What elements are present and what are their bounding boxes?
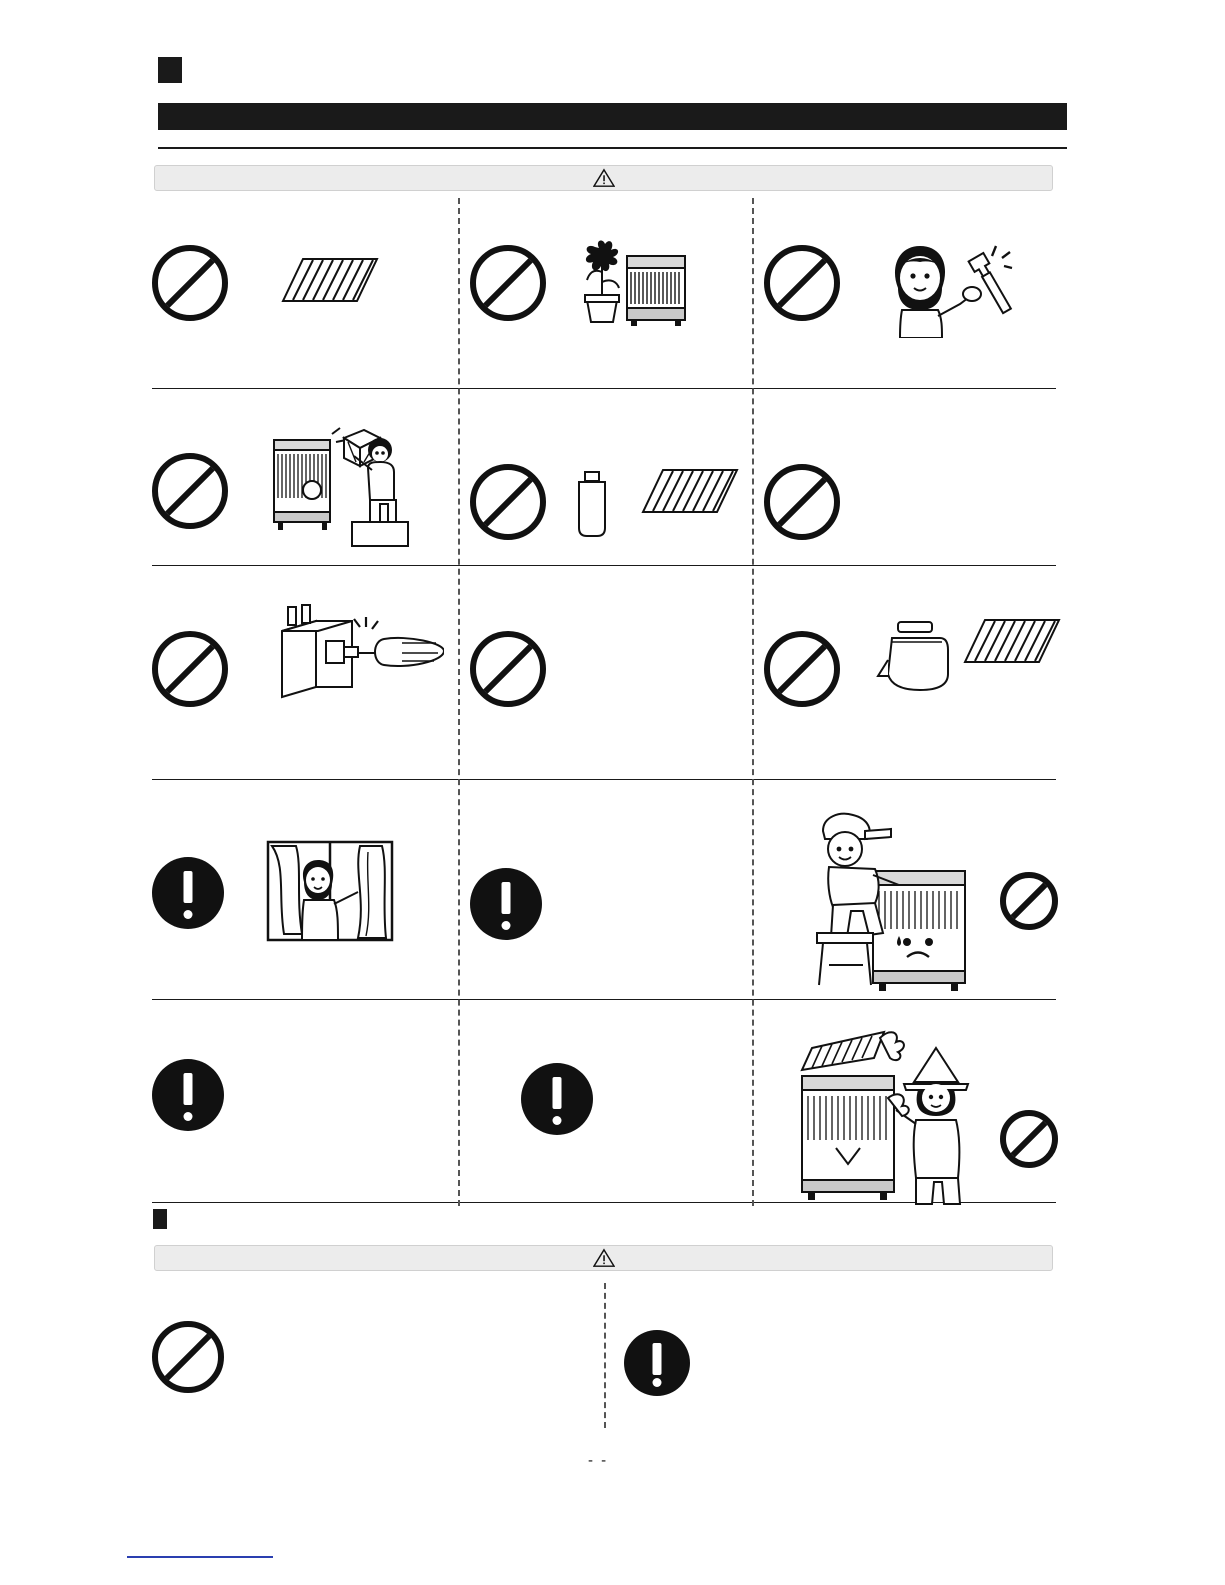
prohibition-icon-r5c4: [1000, 1110, 1058, 1168]
caution-column-divider: [604, 1283, 606, 1428]
row-divider-4: [152, 999, 1056, 1000]
louver-panel-illustration-3: [963, 618, 1061, 670]
prohibition-icon-r3c1: [152, 631, 228, 707]
mandatory-icon-caution-1: [624, 1330, 690, 1396]
snow-hood-and-unit-with-person-illustration: [788, 1020, 984, 1212]
black-heading-bar: [158, 103, 1067, 130]
child-climbing-on-unit-illustration: [795, 805, 985, 995]
prohibition-icon-r2c1: [152, 453, 228, 529]
louver-panel-illustration-2: [641, 468, 739, 520]
prohibition-icon-r1c1: [152, 245, 228, 321]
person-placing-object-on-unit-illustration: [268, 418, 413, 550]
plant-and-outdoor-unit-illustration: [575, 238, 690, 338]
mandatory-icon-r4c2: [470, 868, 542, 940]
kettle-illustration: [876, 620, 958, 698]
row-divider-1: [152, 388, 1056, 389]
section-square-marker-small: [153, 1209, 167, 1229]
section-square-marker: [158, 57, 182, 83]
column-divider-right: [752, 198, 754, 1206]
prohibition-icon-r1c3: [764, 245, 840, 321]
prohibition-icon-r4c4: [1000, 872, 1058, 930]
mandatory-icon-r4c1: [152, 857, 224, 929]
woman-with-wrench-illustration: [880, 238, 1020, 338]
hand-pulling-plug-illustration: [268, 603, 444, 703]
caution-band: [154, 1245, 1053, 1271]
louver-panel-illustration: [281, 257, 379, 309]
bottom-hyperlink-rule[interactable]: [127, 1556, 273, 1558]
page-number: - -: [588, 1452, 609, 1469]
mandatory-icon-r5c2: [521, 1063, 593, 1135]
row-divider-3: [152, 779, 1056, 780]
prohibition-icon-caution-1: [152, 1321, 224, 1393]
prohibition-icon-r1c2: [470, 245, 546, 321]
spray-can-illustration: [571, 470, 615, 538]
woman-opening-window-illustration: [262, 838, 400, 948]
prohibition-icon-r2c3: [764, 464, 840, 540]
warning-band: [154, 165, 1053, 191]
mandatory-icon-r5c1: [152, 1059, 224, 1131]
warning-triangle-icon-2: [593, 1248, 615, 1268]
prohibition-icon-r3c2: [470, 631, 546, 707]
column-divider-left: [458, 198, 460, 1206]
prohibition-icon-r3c3: [764, 631, 840, 707]
prohibition-icon-r2c2: [470, 464, 546, 540]
row-divider-2: [152, 565, 1056, 566]
heading-underline: [158, 147, 1067, 149]
warning-triangle-icon: [593, 168, 615, 188]
